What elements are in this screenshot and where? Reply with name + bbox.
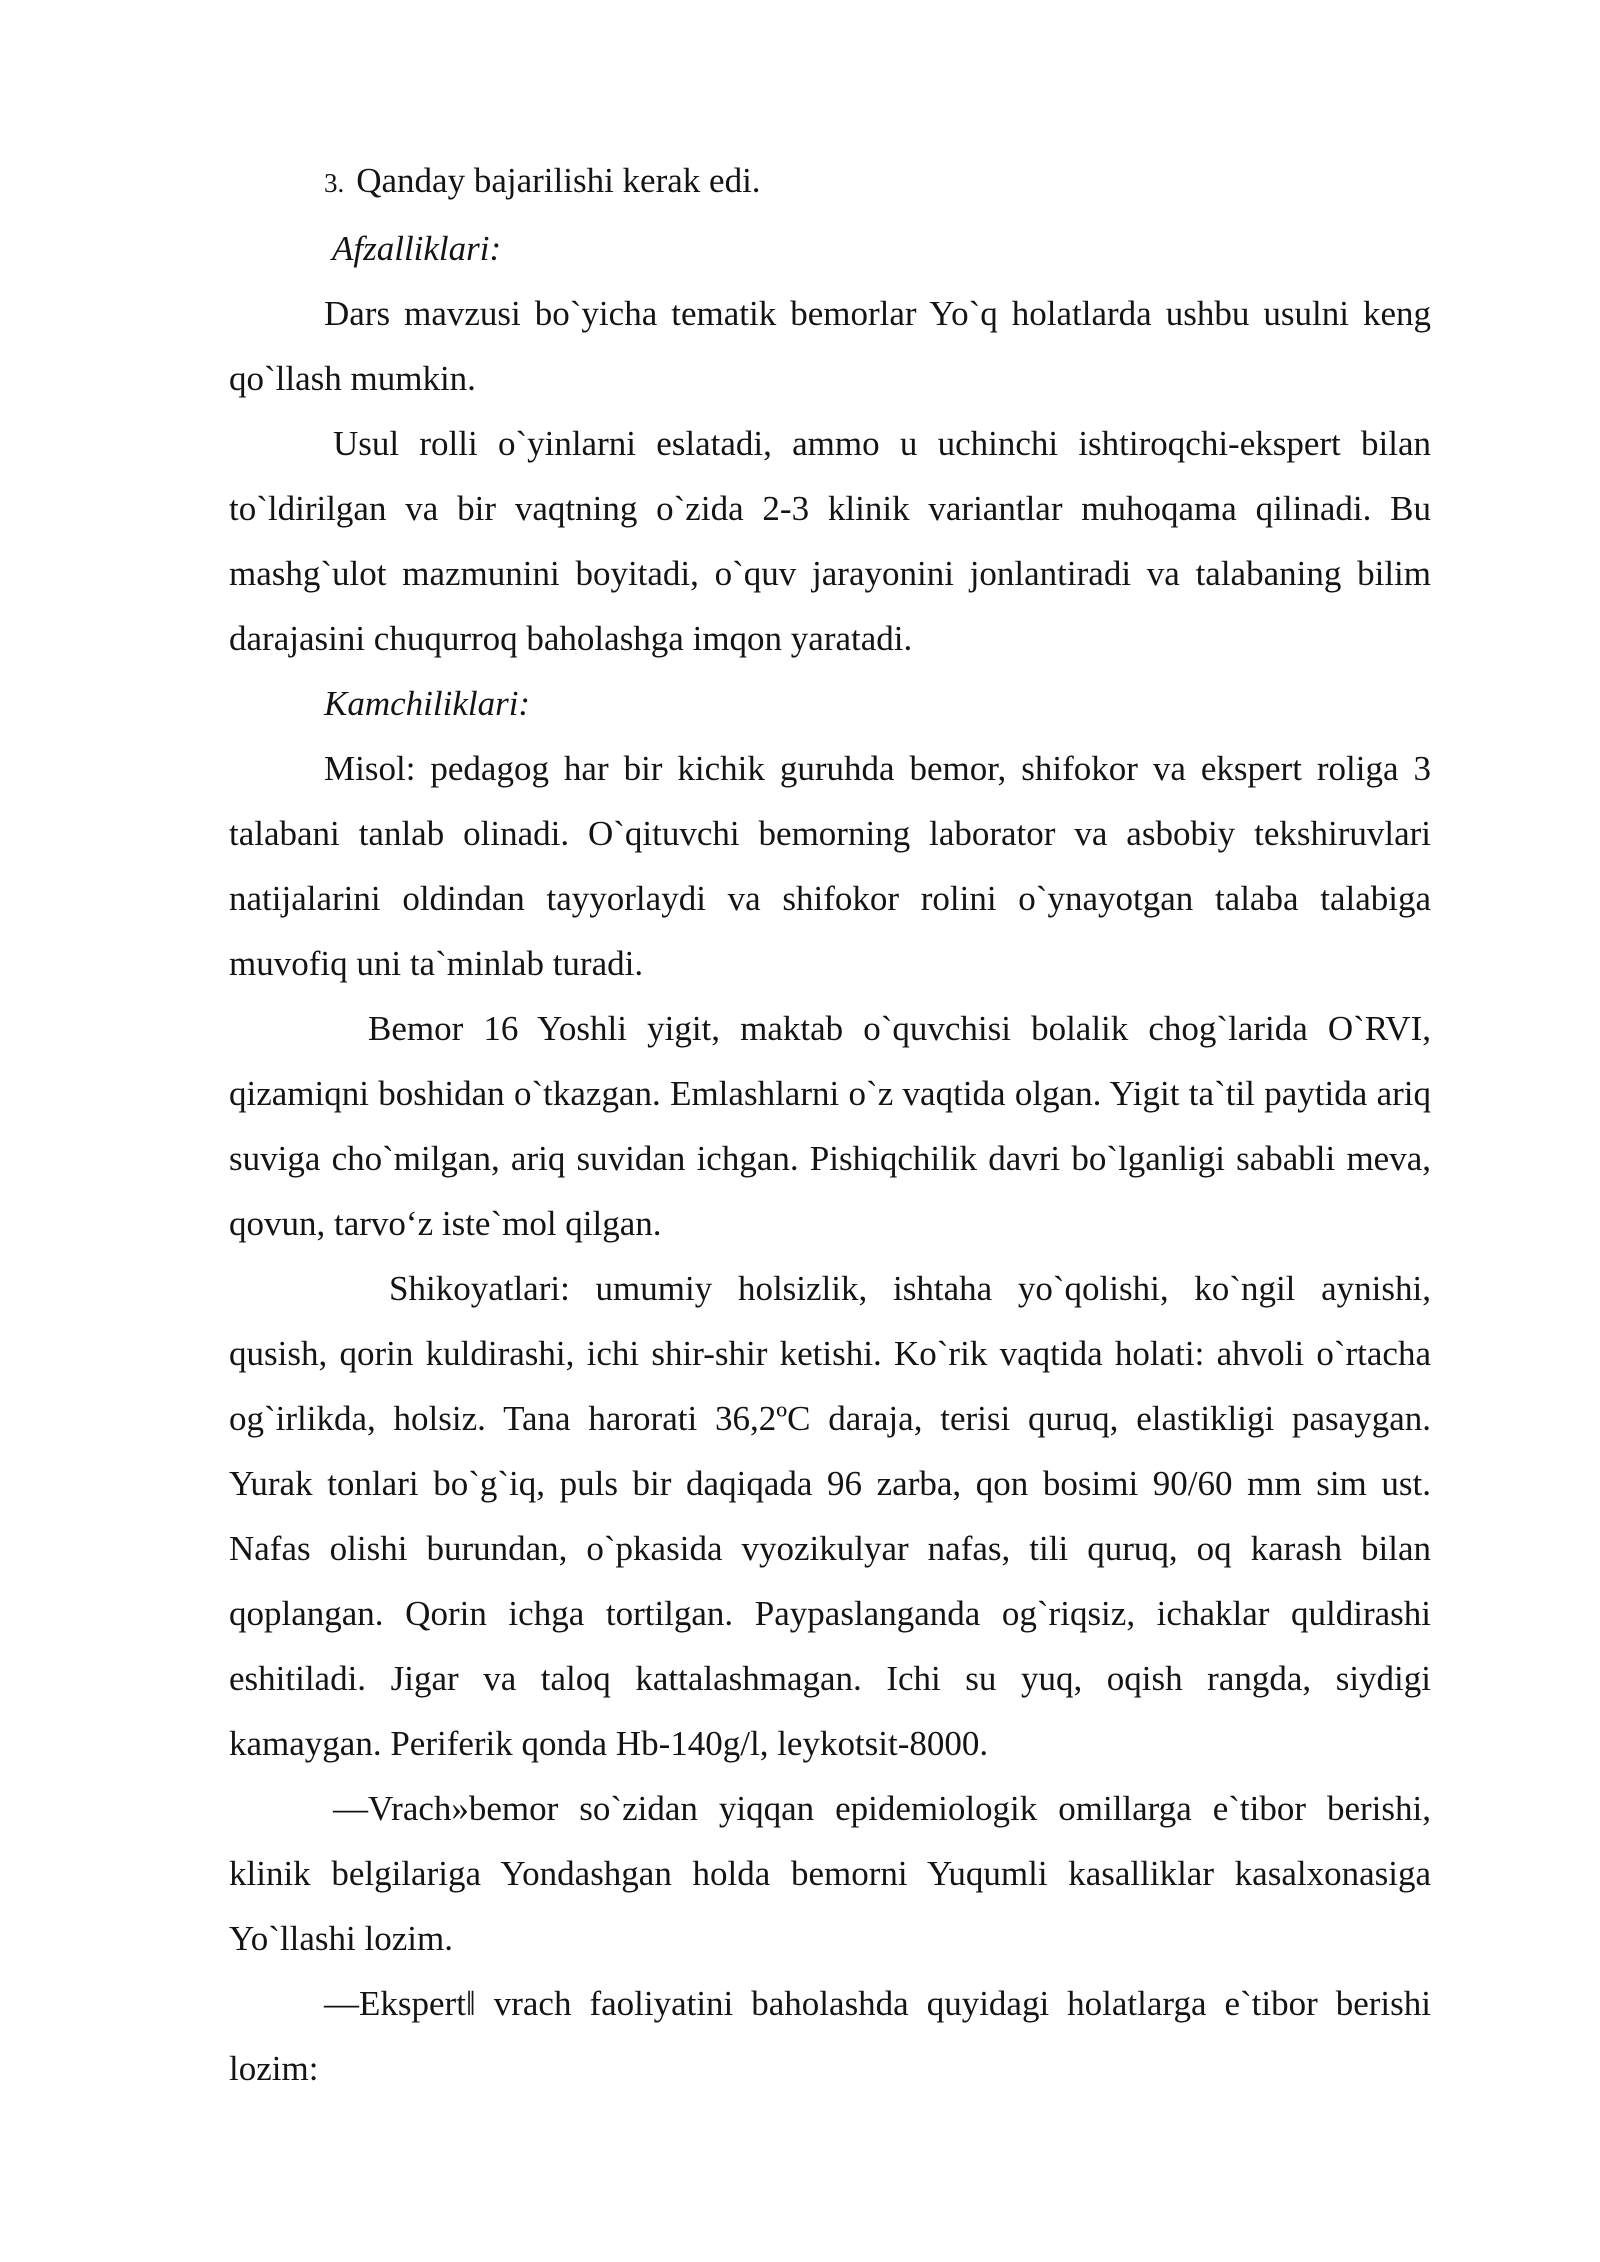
doctor-paragraph: —Vrach»bemor so`zidan yiqqan epidemiologik omillarga e`tibor berishi, klinik belgilariga Yondashgan holda bemorni Yuqumli kasalliklar kasalxonasiga Yo`llashi lozim. bbox=[229, 1789, 1431, 1958]
advantages-heading: Afzalliklari: bbox=[332, 229, 502, 268]
patient-paragraph: Bemor 16 Yoshli yigit, maktab o`quvchisi bolalik chog`larida O`RVI, qizamiqni boshidan o`tkazgan. Emlashlarni o`z vaqtida olgan. Yigit ta`til paytida ariq suviga cho`milgan, ariq suvidan ichgan. Pishiqchilik davri bo`lganligi sababli meva, qovun, tarvo‘z iste`mol qilgan. bbox=[229, 1009, 1431, 1243]
expert-paragraph: —Ekspert‖ vrach faoliyatini baholashda quyidagi holatlarga e`tibor berishi lozim: bbox=[229, 1984, 1431, 2088]
list-item-text: Qanday bajarilishi kerak edi. bbox=[356, 161, 761, 200]
disadvantages-paragraph-1: Misol: pedagog har bir kichik guruhda bemor, shifokor va ekspert roliga 3 talabani tanlab olinadi. O`qituvchi bemorning laborator va asbobiy tekshiruvlari natijalarini oldindan tayyorlaydi va shifokor rolini o`ynayotgan talaba talabiga muvofiq uni ta`minlab turadi. bbox=[229, 749, 1431, 983]
document-page bbox=[229, 148, 1431, 2101]
disadvantages-heading: Kamchiliklari: bbox=[324, 684, 531, 723]
complaints-paragraph: Shikoyatlari: umumiy holsizlik, ishtaha yo`qolishi, ko`ngil aynishi, qusish, qorin kuldirashi, ichi shir-shir ketishi. Ko`rik vaqtida holati: ahvoli o`rtacha og`irlikda, holsiz. Tana harorati 36,2ºC daraja, terisi quruq, elastikligi pasaygan. Yurak tonlari bo`g`iq, puls bir daqiqada 96 zarba, qon bosimi 90/60 mm sim ust. Nafas olishi burundan, o`pkasida vyozikulyar nafas, tili quruq, oq karash bilan qoplangan. Qorin ichga tortilgan. Paypaslanganda og`riqsiz, ichaklar quldirashi eshitiladi. Jigar va taloq kattalashmagan. Ichi su yuq, oqish rangda, siydigi kamaygan. Periferik qonda Hb-140g/l, leykotsit-8000. bbox=[229, 1269, 1431, 1763]
advantages-paragraph-2: Usul rolli o`yinlarni eslatadi, ammo u uchinchi ishtiroqchi-ekspert bilan to`ldirilgan va bir vaqtning o`zida 2-3 klinik variantlar muhoqama qilinadi. Bu mashg`ulot mazmunini boyitadi, o`quv jarayonini jonlantiradi va talabaning bilim darajasini chuqurroq baholashga imqon yaratadi. bbox=[229, 424, 1431, 658]
list-item-3 bbox=[229, 148, 1431, 216]
advantages-paragraph-1: Dars mavzusi bo`yicha tematik bemorlar Yo`q holatlarda ushbu usulni keng qo`llash mumkin. bbox=[229, 294, 1431, 398]
list-item-number: 3. bbox=[324, 168, 345, 198]
